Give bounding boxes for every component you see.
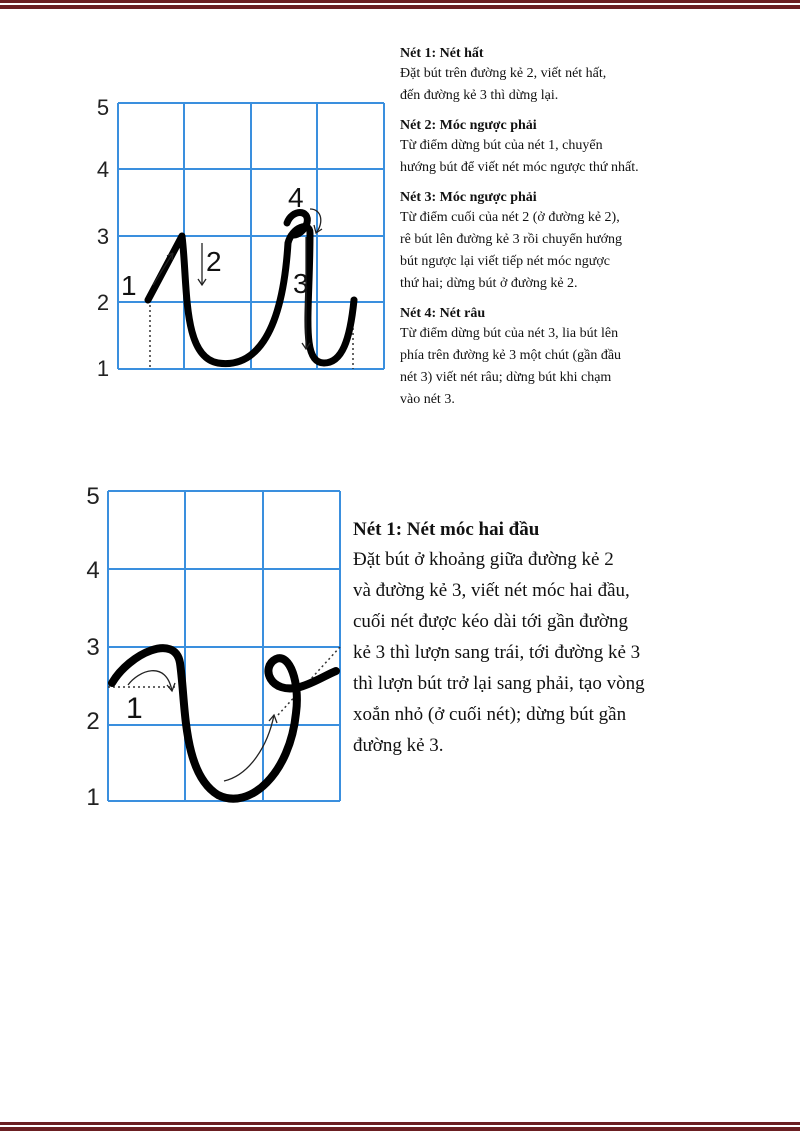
instruction-line: Từ điểm dừng bút của nét 3, lia bút lên bbox=[400, 326, 619, 341]
instruction-stroke-2 bbox=[400, 116, 740, 179]
stroke-number-1: 1 bbox=[121, 270, 137, 301]
instruction-title: Nét 1: Nét móc hai đầu bbox=[353, 519, 540, 540]
page-border-top bbox=[0, 0, 800, 9]
instruction-line: vào nét 3. bbox=[400, 392, 455, 407]
row-label-3: 3 bbox=[96, 224, 110, 249]
instruction-title: Nét 2: Móc ngược phải bbox=[400, 118, 537, 133]
row-label-2: 2 bbox=[86, 708, 100, 735]
stroke-number-2: 2 bbox=[206, 246, 222, 277]
instruction-title: Nét 4: Nét râu bbox=[400, 306, 486, 321]
instruction-stroke-3 bbox=[400, 188, 740, 295]
page-border-bottom bbox=[0, 1122, 800, 1131]
instruction-line: đường kẻ 3. bbox=[353, 735, 444, 756]
writing-grid-top bbox=[110, 95, 390, 385]
letter-v-stroke bbox=[112, 648, 336, 799]
instruction-line: hướng bút để viết nét móc ngược thứ nhất. bbox=[400, 160, 639, 175]
row-label-5: 5 bbox=[86, 483, 100, 510]
stroke-number-1: 1 bbox=[126, 692, 143, 725]
instruction-line: thì lượn bút trở lại sang phải, tạo vòng bbox=[353, 673, 645, 694]
instruction-line: đến đường kẻ 3 thì dừng lại. bbox=[400, 88, 559, 103]
instruction-line: Đặt bút trên đường kẻ 2, viết nét hất, bbox=[400, 66, 607, 81]
row-label-4: 4 bbox=[96, 157, 110, 182]
instruction-line: kẻ 3 thì lượn sang trái, tới đường kẻ 3 bbox=[353, 642, 641, 663]
grid-lines bbox=[118, 103, 384, 369]
instruction-line: phía trên đường kẻ 3 một chút (gần đầu bbox=[400, 348, 622, 363]
row-label-3: 3 bbox=[86, 634, 100, 661]
instruction-title: Nét 1: Nét hất bbox=[400, 46, 484, 61]
instruction-line: xoắn nhỏ (ở cuối nét); dừng bút gần bbox=[353, 704, 627, 725]
instruction-line: Đặt bút ở khoảng giữa đường kẻ 2 bbox=[353, 549, 614, 570]
instruction-line: nét 3) viết nét râu; dừng bút khi chạm bbox=[400, 370, 612, 385]
instruction-title: Nét 3: Móc ngược phải bbox=[400, 190, 537, 205]
instruction-line: thứ hai; dừng bút ở đường kẻ 2. bbox=[400, 276, 578, 291]
instruction-line: cuối nét được kéo dài tới gần đường bbox=[353, 611, 628, 632]
instructions-bottom bbox=[353, 516, 753, 761]
instruction-line: Từ điểm dừng bút của nét 1, chuyển bbox=[400, 138, 603, 153]
writing-grid-bottom bbox=[100, 483, 350, 813]
instruction-stroke-1 bbox=[400, 44, 740, 107]
instruction-line: Từ điểm cuối của nét 2 (ở đường kẻ 2), bbox=[400, 210, 620, 225]
instruction-stroke-4 bbox=[400, 304, 740, 411]
row-label-5: 5 bbox=[96, 95, 110, 120]
instruction-line: bút ngược lại viết tiếp nét móc ngược bbox=[400, 254, 610, 269]
stroke-number-3: 3 bbox=[293, 268, 309, 299]
row-label-1: 1 bbox=[86, 784, 100, 811]
row-label-1: 1 bbox=[96, 356, 110, 381]
row-label-2: 2 bbox=[96, 290, 110, 315]
row-label-4: 4 bbox=[86, 557, 100, 584]
instructions-top bbox=[400, 44, 740, 420]
instruction-line: và đường kẻ 3, viết nét móc hai đầu, bbox=[353, 580, 630, 601]
instruction-line: rê bút lên đường kẻ 3 rồi chuyển hướng bbox=[400, 232, 623, 247]
grid-lines bbox=[108, 491, 340, 801]
stroke-number-4: 4 bbox=[288, 182, 304, 213]
